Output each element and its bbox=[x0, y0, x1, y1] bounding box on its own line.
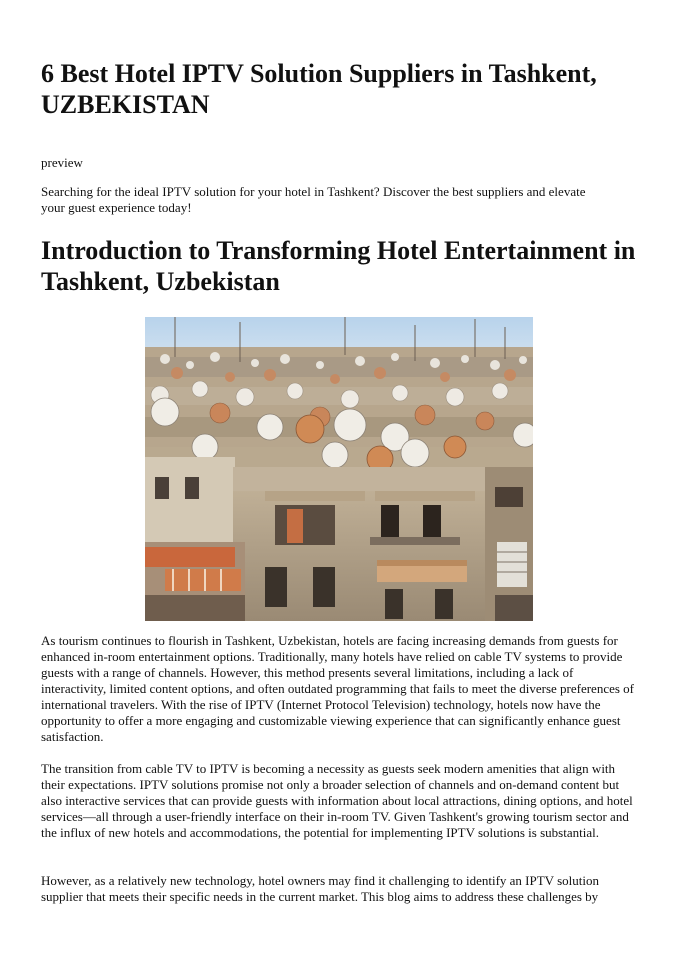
rooftop-satellite-dishes-photo bbox=[145, 317, 533, 621]
section-heading: Introduction to Transforming Hotel Entertainment in Tashkent, Uzbekistan bbox=[41, 236, 636, 296]
preview-label: preview bbox=[41, 155, 83, 170]
body-paragraph-2: The transition from cable TV to IPTV is becoming a necessity as guests seek modern amenities that align with their expectations. IPTV solutions promise not only a broader selection of channels and on-demand content but also interactive services that can provide guests with information about local attractions, dining options, and hotel services—all through a user-friendly interface on their in-room TV. Given Tashkent's growing tourism sector and the influx of new hotels and accommodations, the potential for implementing IPTV solutions is substantial. bbox=[41, 761, 633, 840]
intro-text: Searching for the ideal IPTV solution for your hotel in Tashkent? Discover the best suppliers and elevate your guest experience today! bbox=[41, 184, 586, 215]
document-title: 6 Best Hotel IPTV Solution Suppliers in Tashkent, UZBEKISTAN bbox=[41, 59, 597, 119]
body-paragraph-1: As tourism continues to flourish in Tashkent, Uzbekistan, hotels are facing increasing demands from guests for enhanced in-room entertainment options. Traditionally, many hotels have relied on cable TV systems to provide guests with a range of channels. However, this method presents several limitations, including a lack of interactivity, limited content options, and often outdated programming that fails to meet the diverse preferences of international travelers. With the rise of IPTV (Internet Protocol Television) technology, hotels now have the opportunity to offer a more engaging and customizable viewing experience that can significantly enhance guest satisfaction. bbox=[41, 633, 634, 744]
body-paragraph-3: However, as a relatively new technology, hotel owners may find it challenging to identify an IPTV solution supplier that meets their specific needs in the current market. This blog aims to address these challenges by bbox=[41, 873, 599, 904]
